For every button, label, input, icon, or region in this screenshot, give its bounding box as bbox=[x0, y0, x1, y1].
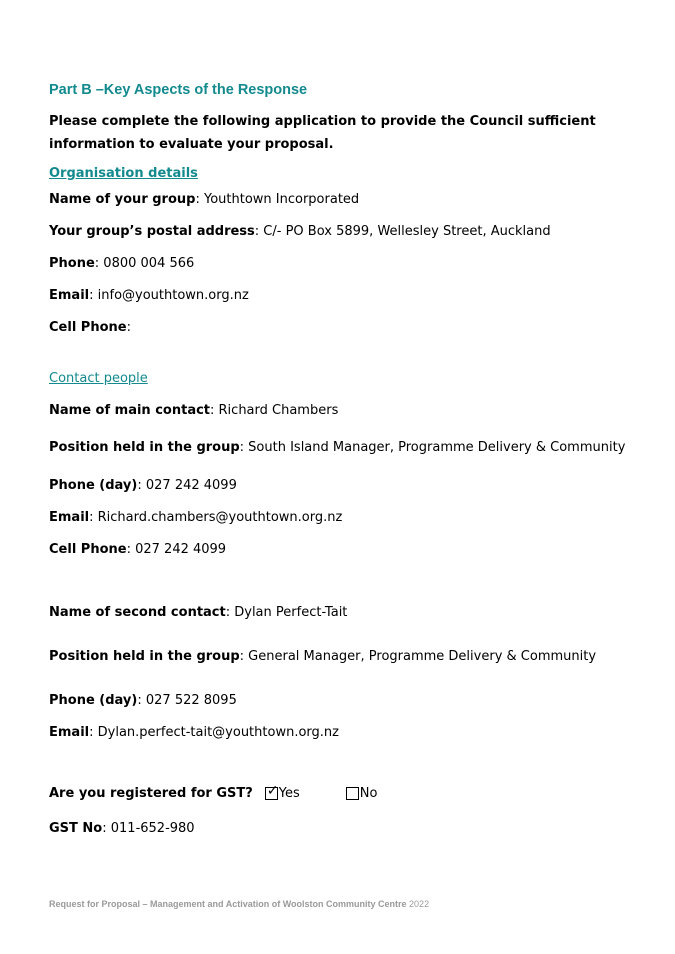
field-value: : 027 522 8095 bbox=[137, 693, 237, 708]
field-label: Your group’s postal address bbox=[49, 224, 255, 239]
field-label: Phone (day) bbox=[49, 693, 138, 708]
field-value: : 027 242 4099 bbox=[126, 542, 227, 557]
second-contact-email-row bbox=[49, 725, 339, 740]
field-value: : 027 242 4099 bbox=[137, 478, 237, 493]
field-value: : C/- PO Box 5899, Wellesley Street, Auckland bbox=[254, 224, 551, 239]
section-heading: Part B –Key Aspects of the Response bbox=[49, 82, 308, 98]
field-label: Name of second contact bbox=[49, 605, 226, 620]
field-value: : Dylan Perfect-Tait bbox=[225, 605, 348, 620]
phone-row bbox=[49, 256, 194, 271]
footer-year: 2022 bbox=[406, 899, 430, 909]
field-value: : Dylan.perfect-tait@youthtown.org.nz bbox=[89, 725, 339, 740]
gst-yes-label: Yes bbox=[278, 786, 300, 801]
field-value: : Richard Chambers bbox=[210, 403, 339, 418]
contact-people-heading: Contact people bbox=[49, 371, 148, 386]
gst-no-checkbox[interactable] bbox=[346, 787, 359, 800]
field-label: Position held in the group bbox=[49, 440, 240, 455]
field-label: Cell Phone bbox=[49, 320, 127, 335]
gst-question: Are you registered for GST? bbox=[49, 786, 253, 801]
group-name-row bbox=[49, 192, 359, 207]
gst-no-label: No bbox=[359, 786, 378, 801]
main-contact-name-row bbox=[49, 403, 338, 418]
postal-address-row bbox=[49, 224, 551, 239]
organisation-details-heading: Organisation details bbox=[49, 166, 198, 181]
cell-phone-row bbox=[49, 320, 131, 335]
field-label: Name of your group bbox=[49, 192, 196, 207]
gst-number-row bbox=[49, 821, 195, 836]
main-contact-cell-row bbox=[49, 542, 226, 557]
field-label: Phone bbox=[49, 256, 95, 271]
field-value: : Youthtown Incorporated bbox=[195, 192, 360, 207]
second-contact-name-row bbox=[49, 605, 347, 620]
field-value: : Richard.chambers@youthtown.org.nz bbox=[89, 510, 343, 525]
field-value: : bbox=[126, 320, 131, 335]
gst-no-option[interactable] bbox=[346, 786, 378, 801]
field-label: Email bbox=[49, 510, 90, 525]
field-label: Phone (day) bbox=[49, 478, 138, 493]
field-label: Position held in the group bbox=[49, 649, 240, 664]
gst-yes-option[interactable] bbox=[265, 783, 300, 801]
field-value: : info@youthtown.org.nz bbox=[89, 288, 249, 303]
intro-paragraph: Please complete the following application to provide the Council sufficient information to evaluate your proposal. bbox=[49, 114, 596, 152]
field-label: Cell Phone bbox=[49, 542, 127, 557]
field-label: GST No bbox=[49, 821, 103, 836]
main-contact-email-row bbox=[49, 510, 342, 525]
second-contact-position-row bbox=[49, 649, 596, 664]
field-label: Email bbox=[49, 288, 90, 303]
field-value: : South Island Manager, Programme Delivery & Community bbox=[239, 440, 626, 455]
page-footer bbox=[49, 899, 429, 909]
check-mark-icon: ✓ bbox=[266, 783, 279, 799]
gst-question-row bbox=[49, 783, 378, 801]
gst-yes-checkbox[interactable] bbox=[265, 783, 279, 800]
second-contact-phone-row bbox=[49, 693, 237, 708]
field-label: Name of main contact bbox=[49, 403, 211, 418]
main-contact-position-row bbox=[49, 440, 625, 455]
field-value: : General Manager, Programme Delivery & Community bbox=[239, 649, 597, 664]
field-value: : 011-652-980 bbox=[102, 821, 195, 836]
main-contact-phone-row bbox=[49, 478, 237, 493]
email-row bbox=[49, 288, 249, 303]
footer-text: Request for Proposal – Management and Activation of Woolston Community Centre bbox=[49, 899, 407, 909]
field-label: Email bbox=[49, 725, 90, 740]
field-value: : 0800 004 566 bbox=[94, 256, 195, 271]
